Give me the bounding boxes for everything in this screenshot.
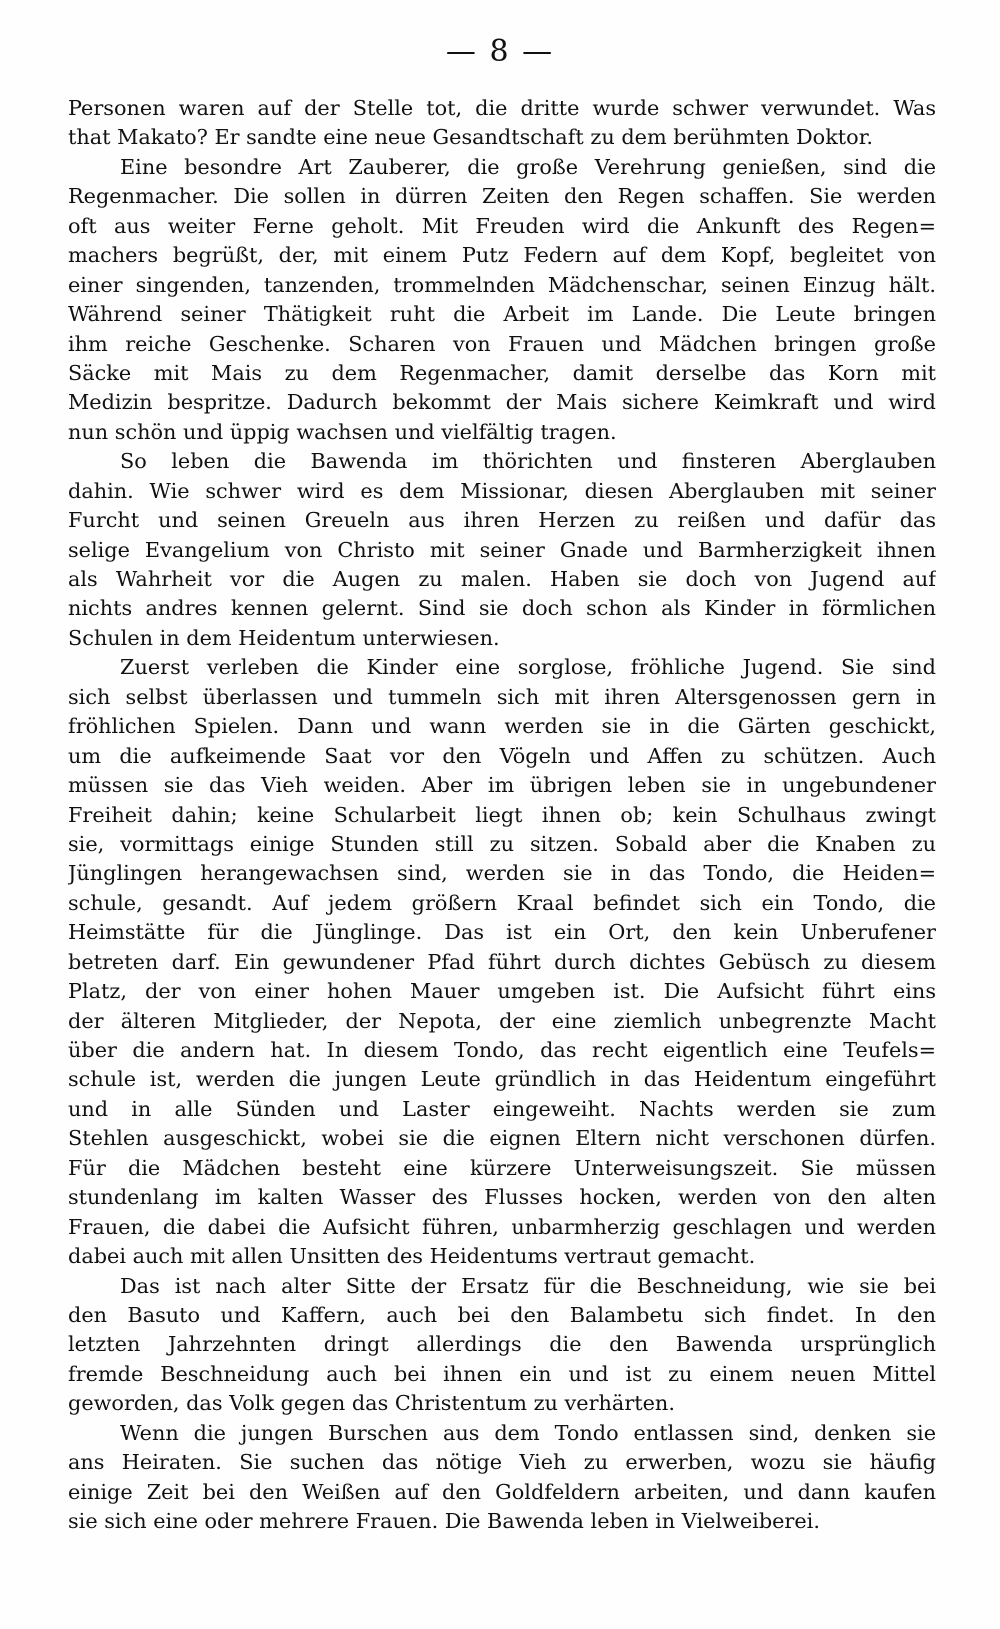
text-line: that Makato? Er sandte eine neue Gesandtschaft zu dem berühmten Doktor. <box>68 125 873 150</box>
paragraph <box>68 1272 936 1419</box>
text-line: nichts andres kennen gelernt. Sind sie doch schon als Kinder in förmlichen <box>68 596 936 621</box>
text-line: einige Zeit bei den Weißen auf den Goldfeldern arbeiten, und dann kaufen <box>68 1479 936 1504</box>
text-line: Zuerst verleben die Kinder eine sorglose, fröhliche Jugend. Sie sind <box>120 655 936 680</box>
text-line: Furcht und seinen Greueln aus ihren Herzen zu reißen und dafür das <box>68 508 936 533</box>
text-line: müssen sie das Vieh weiden. Aber im übrigen leben sie in ungebundener <box>68 773 936 798</box>
text-line: Säcke mit Mais zu dem Regenmacher, damit derselbe das Korn mit <box>68 360 936 385</box>
text-line: Wenn die jungen Burschen aus dem Tondo entlassen sind, denken sie <box>120 1420 936 1445</box>
text-line: letzten Jahrzehnten dringt allerdings die den Bawenda ursprünglich <box>68 1332 936 1357</box>
text-line: selige Evangelium von Christo mit seiner Gnade und Barmherzigkeit ihnen <box>68 537 936 562</box>
text-line: und in alle Sünden und Laster eingeweiht. Nachts werden sie zum <box>68 1096 936 1121</box>
paragraph <box>68 447 936 653</box>
text-line: ihm reiche Geschenke. Scharen von Frauen und Mädchen bringen große <box>68 331 936 356</box>
body-text <box>68 94 936 1536</box>
text-line: einer singenden, tanzenden, trommelnden Mädchenschar, seinen Einzug hält. <box>68 272 936 297</box>
text-line: machers begrüßt, der, mit einem Putz Federn auf dem Kopf, begleitet von <box>68 243 936 268</box>
text-line: Schulen in dem Heidentum unterwiesen. <box>68 625 500 650</box>
text-line: stundenlang im kalten Wasser des Flusses hocken, werden von den alten <box>68 1185 936 1210</box>
paragraph <box>68 153 936 447</box>
text-line: betreten darf. Ein gewundener Pfad führt durch dichtes Gebüsch zu diesem <box>68 949 936 974</box>
text-line: oft aus weiter Ferne geholt. Mit Freuden wird die Ankunft des Regen= <box>68 213 936 238</box>
text-line: Für die Mädchen besteht eine kürzere Unterweisungszeit. Sie müssen <box>68 1155 936 1180</box>
text-line: sie, vormittags einige Stunden still zu sitzen. Sobald aber die Knaben zu <box>68 831 936 856</box>
paragraph <box>68 1419 936 1537</box>
text-line: um die aufkeimende Saat vor den Vögeln und Affen zu schützen. Auch <box>68 743 936 768</box>
text-line: schule, gesandt. Auf jedem größern Kraal befindet sich ein Tondo, die <box>68 890 936 915</box>
text-line: den Basuto und Kaffern, auch bei den Balambetu sich findet. In den <box>68 1302 936 1327</box>
text-line: geworden, das Volk gegen das Christentum zu verhärten. <box>68 1391 675 1416</box>
text-line: nun schön und üppig wachsen und vielfältig tragen. <box>68 419 617 444</box>
text-line: über die andern hat. In diesem Tondo, das recht eigentlich eine Teufels= <box>68 1038 936 1062</box>
text-line: sich selbst überlassen und tummeln sich mit ihren Altersgenossen gern in <box>68 684 936 709</box>
text-line: dabei auch mit allen Unsitten des Heidentums vertraut gemacht. <box>68 1244 756 1269</box>
text-line: der älteren Mitglieder, der Nepota, der eine ziemlich unbegrenzte Macht <box>68 1008 936 1033</box>
text-line: Regenmacher. Die sollen in dürren Zeiten den Regen schaffen. Sie werden <box>68 184 936 209</box>
text-line: als Wahrheit vor die Augen zu malen. Haben sie doch von Jugend auf <box>68 567 936 591</box>
text-line: Das ist nach alter Sitte der Ersatz für die Beschneidung, wie sie bei <box>120 1273 936 1298</box>
text-line: Platz, der von einer hohen Mauer umgeben ist. Die Aufsicht führt eins <box>68 979 936 1004</box>
text-line: Heimstätte für die Jünglinge. Das ist ein Ort, den kein Unberufener <box>68 920 936 945</box>
text-line: sie sich eine oder mehrere Frauen. Die Bawenda leben in Vielweiberei. <box>68 1509 820 1533</box>
text-line: fröhlichen Spielen. Dann und wann werden sie in die Gärten geschickt, <box>68 714 936 739</box>
page-number: — 8 — <box>445 34 555 69</box>
text-line: schule ist, werden die jungen Leute gründlich in das Heidentum eingeführt <box>68 1067 936 1092</box>
text-line: Freiheit dahin; keine Schularbeit liegt ihnen ob; kein Schulhaus zwingt <box>68 802 936 827</box>
text-line: Eine besondre Art Zauberer, die große Verehrung genießen, sind die <box>120 154 936 179</box>
text-line: So leben die Bawenda im thörichten und finsteren Aberglauben <box>120 449 936 474</box>
text-line: Jünglingen herangewachsen sind, werden sie in das Tondo, die Heiden= <box>68 861 936 886</box>
text-line: Frauen, die dabei die Aufsicht führen, unbarmherzig geschlagen und werden <box>68 1214 936 1239</box>
paragraph <box>68 653 936 1271</box>
text-line: fremde Beschneidung auch bei ihnen ein und ist zu einem neuen Mittel <box>68 1361 936 1386</box>
text-line: ans Heiraten. Sie suchen das nötige Vieh zu erwerben, wozu sie häufig <box>68 1450 936 1475</box>
paragraph <box>68 94 936 153</box>
text-line: Medizin bespritze. Dadurch bekommt der Mais sichere Keimkraft und wird <box>68 390 936 415</box>
text-line: Stehlen ausgeschickt, wobei sie die eignen Eltern nicht verschonen dürfen. <box>68 1126 936 1151</box>
text-line: Personen waren auf der Stelle tot, die dritte wurde schwer verwundet. Was <box>68 96 936 120</box>
text-line: dahin. Wie schwer wird es dem Missionar, diesen Aberglauben mit seiner <box>68 478 936 503</box>
text-line: Während seiner Thätigkeit ruht die Arbeit im Lande. Die Leute bringen <box>68 302 936 327</box>
